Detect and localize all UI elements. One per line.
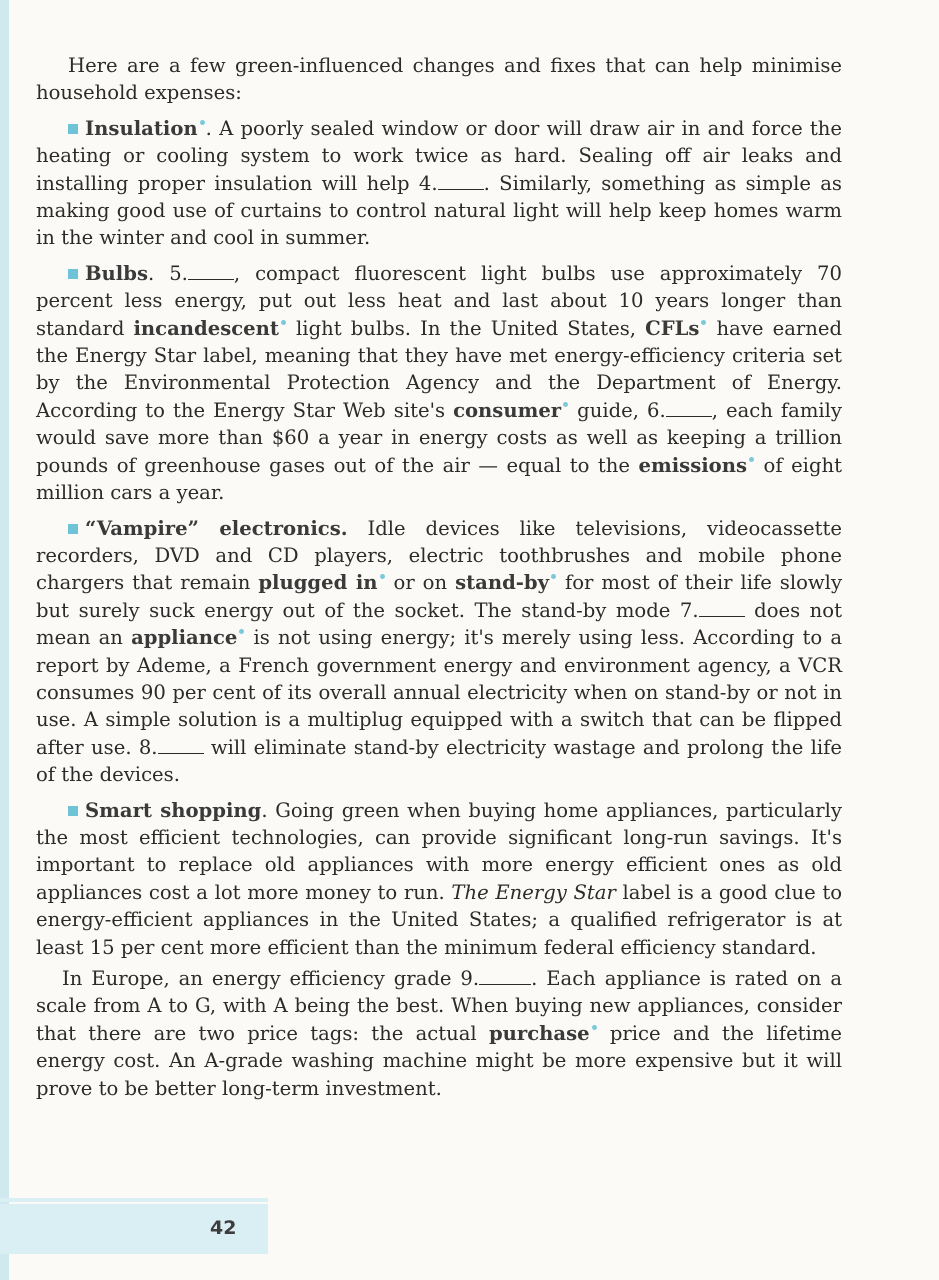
gap-8[interactable]: 8.: [139, 734, 204, 761]
gap-6[interactable]: 6.: [647, 397, 712, 424]
gap-blank-line: [158, 737, 204, 754]
bulbs-paragraph: Bulbs. 5. , compact fluorescent light bulbs use approximately 70 percent less energy, put out less heat and last about 10 years longer than standard incandescent light bulbs. In the United States, CFLs have earned the Energy Star label, meaning that they have met energy-efficiency criteria set by the Environmental Protection Agency and the Department of Energy. According to the Energy Star Web site's consumer guide, 6. , each family would save more than $60 a year in energy costs as well as keeping a trillion pounds of greenhouse gases out of the air — equal to the emissions of eight million cars a year.: [36, 261, 843, 505]
page-number: 42: [210, 1217, 237, 1239]
term-stand-by: stand-by: [455, 571, 550, 595]
term-incandescent: incandescent: [133, 316, 279, 340]
term-bulbs: Bulbs: [85, 261, 148, 285]
square-bullet-icon: [68, 524, 78, 534]
term-purchase: purchase: [488, 1021, 590, 1045]
gap-4[interactable]: 4.: [419, 170, 484, 197]
gap-blank-line: [699, 600, 745, 617]
square-bullet-icon: [68, 806, 78, 816]
intro-paragraph: Here are a few green-influenced changes and fixes that can help minimise household expenses:: [36, 54, 842, 105]
insulation-paragraph: Insulation . A poorly sealed window or door will draw air in and force the heating or cooling system to work twice as hard. Sealing off air leaks and installing proper insulation will help 4. . Similarly, something as simple as making good use of curtains to control natural light will help keep homes warm in the winter and cool in summer.: [36, 116, 842, 250]
glossary-dot-icon: [701, 320, 706, 325]
term-appliance: appliance: [131, 626, 238, 650]
square-bullet-icon: [68, 269, 78, 279]
glossary-dot-icon: [592, 1025, 597, 1030]
energy-star-italic: The Energy Star: [451, 880, 616, 904]
term-plugged-in: plugged in: [258, 571, 378, 595]
gap-blank-line: [666, 400, 712, 417]
glossary-dot-icon: [380, 574, 385, 579]
gap-9[interactable]: 9.: [460, 965, 531, 992]
term-vampire-electronics: “Vampire” electronics.: [85, 516, 348, 540]
term-insulation: Insulation: [85, 116, 198, 140]
gap-7[interactable]: 7.: [680, 597, 745, 624]
glossary-dot-icon: [239, 629, 244, 634]
gap-5[interactable]: 5.: [169, 260, 234, 287]
square-bullet-icon: [68, 124, 78, 134]
glossary-dot-icon: [749, 457, 754, 462]
glossary-dot-icon: [200, 120, 205, 125]
gap-blank-line: [479, 968, 531, 985]
glossary-dot-icon: [563, 402, 568, 407]
europe-paragraph: In Europe, an energy efficiency grade 9. . Each appliance is rated on a scale from A to G, with A being the best. When buying new appliances, consider that there are two price tags: the actual purchase price and the lifetime energy cost. An A-grade washing machine might be more expensive but it will prove to be better long-term investment.: [36, 967, 842, 1100]
term-emissions: emissions: [638, 453, 748, 477]
glossary-dot-icon: [281, 320, 286, 325]
vampire-paragraph: “Vampire” electronics. Idle devices like televisions, videocassette recorders, DVD and CD players, electric toothbrushes and mobile phone chargers that remain plugged in or on stand-by for most of their life slowly but surely suck energy out of the socket. The stand-by mode 7. does not mean an appliance is not using energy; it's merely using less. According to a report by Ademe, a French government energy and environment agency, a VCR consumes 90 per cent of its overall annual electricity when on stand-by or not in use. A simple solution is a multiplug equipped with a switch that can be flipped after use. 8. will eliminate stand-by electricity wastage and prolong the life of the devices.: [36, 516, 843, 787]
smart-shopping-paragraph: Smart shopping. Going green when buying home appliances, particularly the most efficient technologies, can provide significant long-run savings. It's important to replace old appliances with more energy efficient ones as old appliances cost a lot more money to run. The Energy Star label is a good clue to energy-efficient appliances in the United States; a qualified refrigerator is at least 15 per cent more efficient than the minimum federal efficiency standard.: [36, 798, 842, 959]
glossary-dot-icon: [551, 574, 556, 579]
term-consumer: consumer: [453, 398, 562, 422]
gap-blank-line: [438, 173, 484, 190]
term-smart-shopping: Smart shopping: [85, 798, 262, 822]
gap-blank-line: [188, 263, 234, 280]
page-edge-strip: [0, 0, 9, 1280]
term-cfls: CFLs: [645, 316, 700, 340]
text-body: [36, 52, 842, 1102]
